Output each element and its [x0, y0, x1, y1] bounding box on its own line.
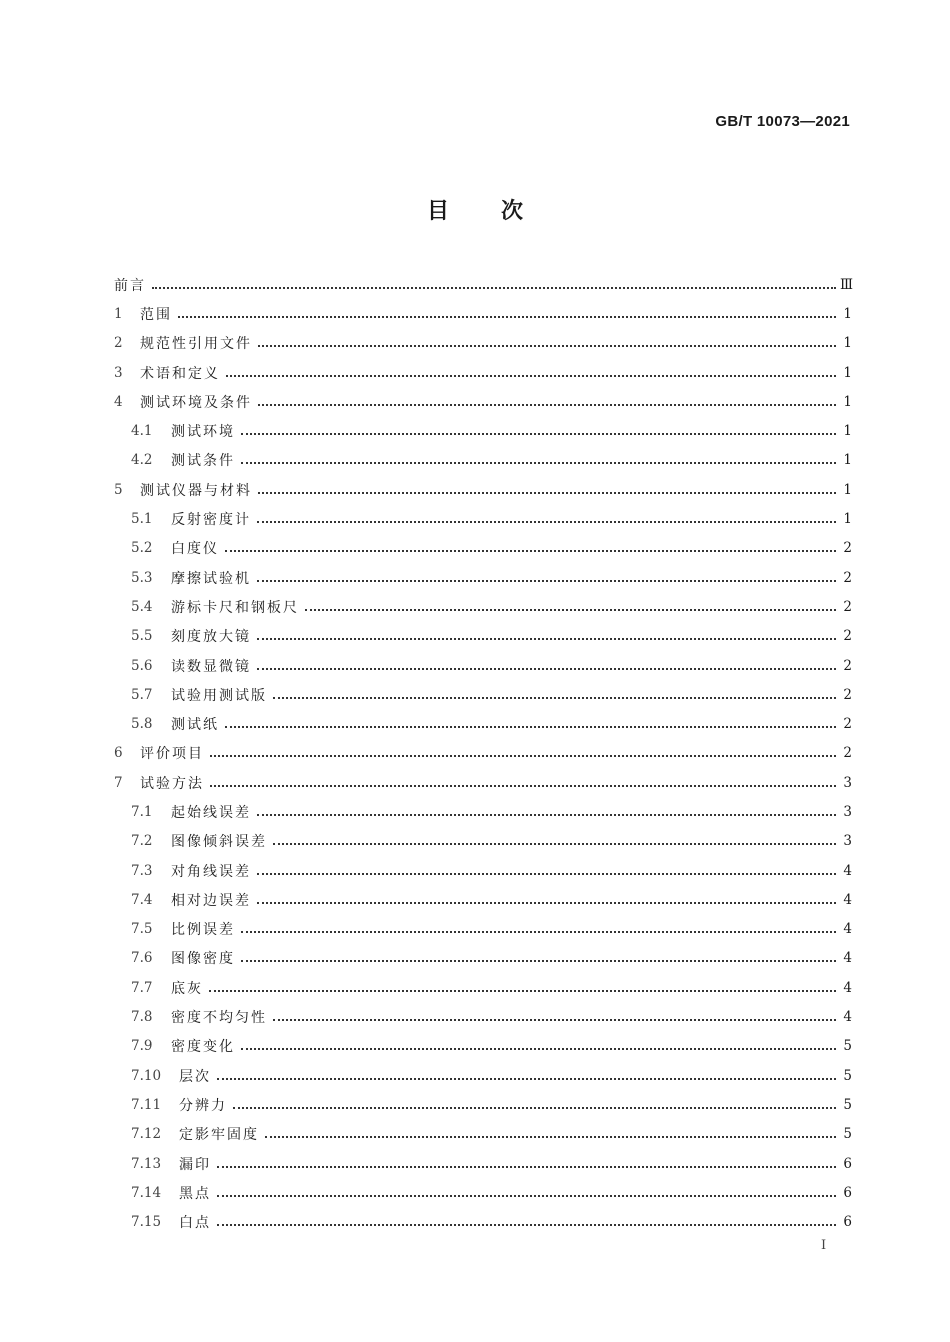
dot-leader: [273, 833, 836, 845]
dot-leader: [305, 599, 836, 611]
dot-leader: [258, 482, 836, 494]
toc-entry-number: 7.8: [131, 1009, 153, 1026]
dot-leader: [217, 1156, 836, 1168]
toc-entry[interactable]: [114, 387, 852, 416]
toc-entry[interactable]: [114, 739, 852, 768]
toc-entry-label: 密度变化: [171, 1039, 235, 1056]
toc-entry-page: 1: [843, 335, 852, 352]
dot-leader: [257, 863, 836, 875]
toc-entry-number: 7.7: [131, 979, 153, 996]
toc-entry-number: 5.6: [131, 657, 153, 674]
toc-entry[interactable]: [114, 885, 852, 914]
toc-entry-number: 7.10: [131, 1067, 162, 1084]
toc-entry-page: 4: [843, 862, 852, 879]
toc-entry-page: 4: [843, 1009, 852, 1026]
toc-entry[interactable]: [114, 680, 852, 709]
toc-entry[interactable]: [114, 1149, 852, 1178]
toc-entry-label: 白度仪: [171, 541, 219, 558]
toc-entry[interactable]: [114, 856, 852, 885]
toc-entry-number: 5.1: [131, 511, 153, 528]
dot-leader: [257, 658, 836, 670]
dot-leader: [217, 1214, 836, 1226]
toc-entry-number: 7.11: [131, 1096, 162, 1113]
toc-entry-number: 7.13: [131, 1155, 162, 1172]
toc-entry-page: 4: [843, 891, 852, 908]
toc-entry-number: 7.9: [131, 1038, 153, 1055]
toc-entry[interactable]: [114, 329, 852, 358]
toc-entry-page: 6: [843, 1155, 852, 1172]
toc-entry[interactable]: [114, 1120, 852, 1149]
toc-entry-number: 5.4: [131, 598, 153, 615]
toc-entry-number: 7.2: [131, 833, 153, 850]
toc-entry-number: 1: [114, 305, 123, 322]
toc-entry-page: 2: [843, 540, 852, 557]
dot-leader: [257, 628, 836, 640]
toc-entry-number: 7: [114, 774, 123, 791]
toc-entry-page: 6: [843, 1184, 852, 1201]
toc-entry-number: 5.5: [131, 628, 153, 645]
toc-entry-label: 摩擦试验机: [171, 570, 251, 587]
dot-leader: [217, 1185, 836, 1197]
toc-entry-label: 黑点: [179, 1185, 211, 1202]
toc-entry[interactable]: [114, 416, 852, 445]
toc-entry[interactable]: [114, 1002, 852, 1031]
toc-entry-page: 1: [843, 364, 852, 381]
toc-entry[interactable]: [114, 827, 852, 856]
toc-entry-label: 定影牢固度: [179, 1127, 259, 1144]
toc-entry-label: 评价项目: [140, 746, 204, 763]
toc-entry-page: 3: [843, 833, 852, 850]
toc-entry-number: 2: [114, 335, 123, 352]
toc-entry-number: 7.5: [131, 921, 153, 938]
dot-leader: [233, 1097, 836, 1109]
dot-leader: [241, 1038, 836, 1050]
toc-entry-page: Ⅲ: [840, 276, 854, 293]
toc-entry-number: 4: [114, 393, 123, 410]
dot-leader: [178, 306, 836, 318]
toc-entry-label: 测试环境及条件: [140, 394, 252, 411]
toc-entry[interactable]: [114, 475, 852, 504]
toc-entry-label: 范围: [140, 306, 172, 323]
toc-entry-number: 7.15: [131, 1214, 162, 1231]
toc-entry-page: 5: [843, 1067, 852, 1084]
toc-entry-label: 试验方法: [140, 775, 204, 792]
dot-leader: [258, 335, 836, 347]
toc-entry[interactable]: [114, 534, 852, 563]
toc-entry-label: 刻度放大镜: [171, 629, 251, 646]
toc-entry-page: 1: [843, 511, 852, 528]
toc-entry[interactable]: [114, 915, 852, 944]
dot-leader: [257, 570, 836, 582]
toc-entry[interactable]: [114, 1178, 852, 1207]
toc-entry-label: 层次: [179, 1068, 211, 1085]
dot-leader: [241, 452, 836, 464]
dot-leader: [241, 950, 836, 962]
toc-entry-number: 7.14: [131, 1184, 162, 1201]
toc-entry-number: 5.2: [131, 540, 153, 557]
toc-entry-number: 4.2: [131, 452, 153, 469]
toc-entry-page: 5: [843, 1096, 852, 1113]
toc-entry[interactable]: [114, 622, 852, 651]
dot-leader: [152, 277, 836, 289]
toc-entry-page: 2: [843, 598, 852, 615]
table-of-contents: [114, 270, 852, 1237]
dot-leader: [210, 745, 836, 757]
toc-entry[interactable]: [114, 504, 852, 533]
dot-leader: [273, 1009, 836, 1021]
toc-entry-number: 5.3: [131, 569, 153, 586]
toc-entry-label: 漏印: [179, 1156, 211, 1173]
toc-entry[interactable]: [114, 651, 852, 680]
toc-entry-page: 2: [843, 628, 852, 645]
toc-entry-number: 4.1: [131, 423, 153, 440]
toc-entry[interactable]: [114, 797, 852, 826]
dot-leader: [226, 365, 836, 377]
toc-entry-number: 5.8: [131, 716, 153, 733]
toc-entry-label: 测试仪器与材料: [140, 482, 252, 499]
toc-entry-number: 7.1: [131, 803, 153, 820]
toc-entry-label: 测试条件: [171, 453, 235, 470]
dot-leader: [257, 804, 836, 816]
toc-entry-label: 图像倾斜误差: [171, 834, 267, 851]
toc-entry-number: 3: [114, 364, 123, 381]
toc-entry-page: 1: [843, 452, 852, 469]
toc-entry-label: 白点: [179, 1215, 211, 1232]
toc-entry-label: 前言: [114, 277, 146, 294]
toc-entry-page: 4: [843, 950, 852, 967]
toc-entry-label: 对角线误差: [171, 863, 251, 880]
toc-entry-label: 术语和定义: [140, 365, 220, 382]
toc-entry[interactable]: [114, 709, 852, 738]
dot-leader: [257, 511, 836, 523]
toc-entry-page: 6: [843, 1214, 852, 1231]
toc-entry-label: 反射密度计: [171, 512, 251, 529]
toc-entry[interactable]: [114, 768, 852, 797]
standard-code: GB/T 10073—2021: [715, 113, 850, 130]
toc-entry-page: 5: [843, 1038, 852, 1055]
toc-entry[interactable]: [114, 1090, 852, 1119]
dot-leader: [257, 892, 836, 904]
dot-leader: [265, 1126, 836, 1138]
toc-entry-label: 规范性引用文件: [140, 336, 252, 353]
toc-entry-number: 7.12: [131, 1126, 162, 1143]
toc-entry-page: 3: [843, 774, 852, 791]
toc-entry[interactable]: [114, 1061, 852, 1090]
toc-entry-page: 5: [843, 1126, 852, 1143]
toc-entry-label: 图像密度: [171, 951, 235, 968]
toc-entry-number: 6: [114, 745, 123, 762]
toc-entry[interactable]: [114, 270, 852, 299]
toc-entry-page: 1: [843, 481, 852, 498]
dot-leader: [258, 394, 836, 406]
toc-entry-number: 7.3: [131, 862, 153, 879]
page-number: I: [821, 1238, 827, 1253]
toc-entry[interactable]: [114, 944, 852, 973]
toc-entry[interactable]: [114, 358, 852, 387]
dot-leader: [225, 540, 836, 552]
dot-leader: [241, 921, 836, 933]
toc-entry-label: 试验用测试版: [171, 687, 267, 704]
toc-entry-page: 2: [843, 716, 852, 733]
toc-entry-page: 3: [843, 803, 852, 820]
page-title: 目次: [426, 199, 575, 224]
dot-leader: [241, 423, 836, 435]
toc-entry-number: 5: [114, 481, 123, 498]
toc-entry-page: 4: [843, 921, 852, 938]
dot-leader: [210, 775, 836, 787]
dot-leader: [217, 1068, 836, 1080]
toc-entry-label: 分辨力: [179, 1097, 227, 1114]
dot-leader: [225, 716, 836, 728]
toc-entry-number: 5.7: [131, 686, 153, 703]
toc-entry-label: 测试纸: [171, 717, 219, 734]
toc-entry-page: 2: [843, 745, 852, 762]
toc-entry-label: 密度不均匀性: [171, 1010, 267, 1027]
toc-entry-label: 游标卡尺和钢板尺: [171, 599, 299, 616]
toc-entry-label: 测试环境: [171, 424, 235, 441]
toc-entry-label: 起始线误差: [171, 804, 251, 821]
toc-entry-label: 底灰: [171, 980, 203, 997]
toc-entry[interactable]: [114, 592, 852, 621]
toc-entry-label: 读数显微镜: [171, 658, 251, 675]
dot-leader: [273, 687, 836, 699]
toc-entry-page: 1: [843, 305, 852, 322]
toc-entry-page: 1: [843, 393, 852, 410]
toc-entry-label: 相对边误差: [171, 892, 251, 909]
toc-entry[interactable]: [114, 1208, 852, 1237]
toc-entry-page: 2: [843, 657, 852, 674]
toc-entry[interactable]: [114, 299, 852, 328]
toc-entry[interactable]: [114, 973, 852, 1002]
toc-entry-number: 7.6: [131, 950, 153, 967]
toc-entry-page: 4: [843, 979, 852, 996]
toc-entry-label: 比例误差: [171, 922, 235, 939]
toc-entry[interactable]: [114, 446, 852, 475]
toc-entry-page: 1: [843, 423, 852, 440]
toc-entry-number: 7.4: [131, 891, 153, 908]
toc-entry-page: 2: [843, 569, 852, 586]
toc-entry[interactable]: [114, 1032, 852, 1061]
dot-leader: [209, 980, 836, 992]
toc-entry-page: 2: [843, 686, 852, 703]
toc-entry[interactable]: [114, 563, 852, 592]
